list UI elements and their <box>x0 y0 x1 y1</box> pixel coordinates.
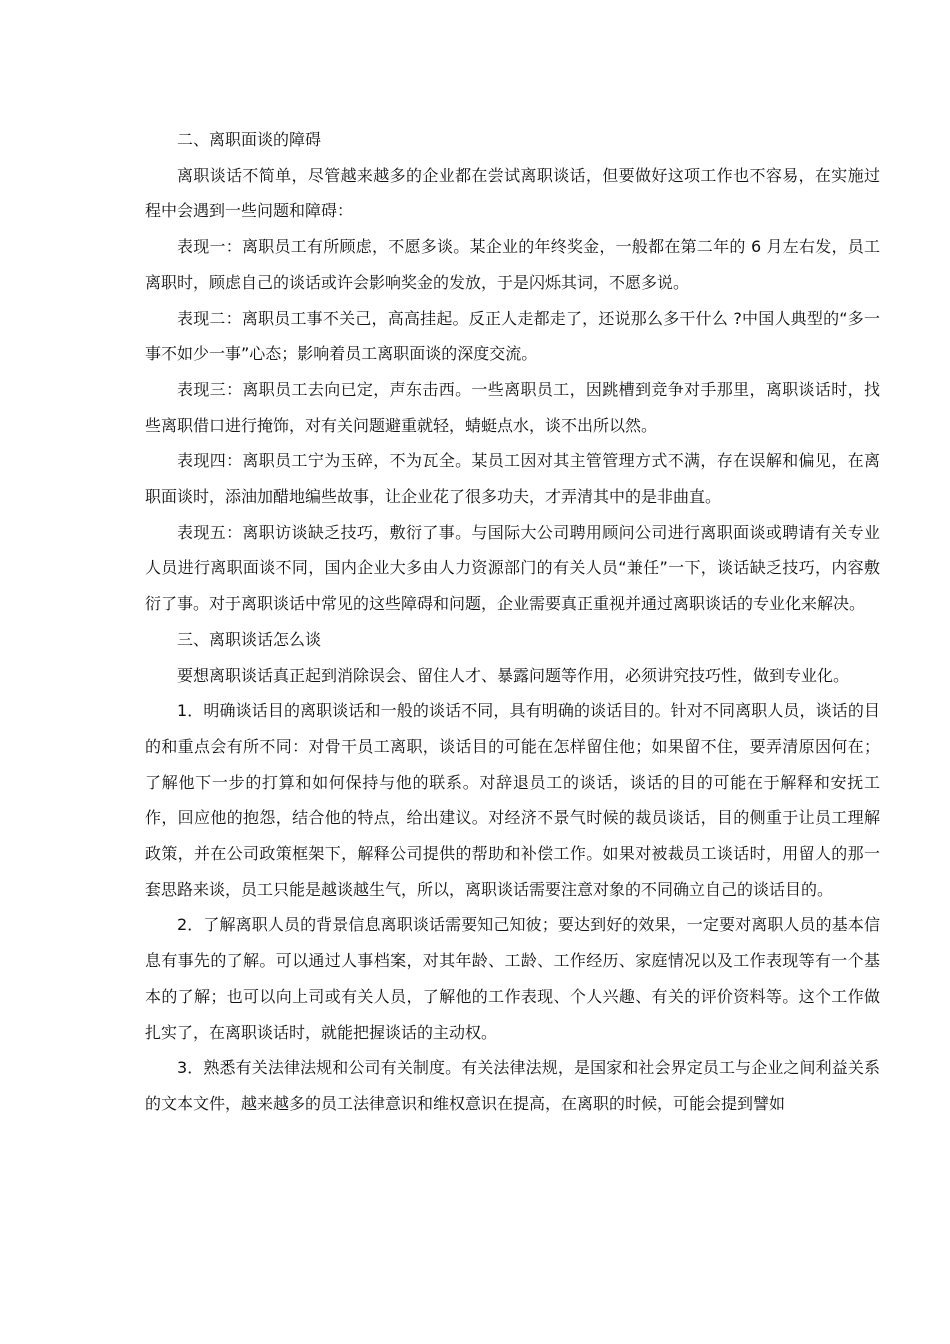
paragraph-manifestation-4: 表现四：离职员工宁为玉碎，不为瓦全。某员工因对其主管管理方式不满，存在误解和偏见，在离职面谈时，添油加醋地编些故事，让企业花了很多功夫，才弄清其中的是非曲直。 <box>145 451 880 507</box>
paragraph-manifestation-1: 表现一：离职员工有所顾虑，不愿多谈。某企业的年终奖金，一般都在第二年的 6 月左右发，员工离职时，顾虑自己的谈话或许会影响奖金的发放，于是闪烁其词，不愿多说。 <box>145 237 880 292</box>
paragraph-manifestation-5: 表现五：离职访谈缺乏技巧，敷衍了事。与国际大公司聘用顾问公司进行离职面谈或聘请有关专业人员进行离职面谈不同，国内企业大多由人力资源部门的有关人员“兼任”一下，谈话缺乏技巧，内容敷衍了事。对于离职谈话中常见的这些障碍和问题，企业需要真正重视并通过离职谈话的专业化来解决。 <box>145 522 880 614</box>
document-body <box>145 122 880 1122</box>
section-heading-how-to-talk: 三、离职谈话怎么谈 <box>177 629 322 649</box>
paragraph-point-2: 2．了解离职人员的背景信息离职谈话需要知己知彼；要达到好的效果，一定要对离职人员的基本信息有事先的了解。可以通过人事档案，对其年龄、工龄、工作经历、家庭情况以及工作表现等有一个基本的了解；也可以向上司或有关人员，了解他的工作表现、个人兴趣、有关的评价资料等。这个工作做扎实了，在离职谈话时，就能把握谈话的主动权。 <box>145 915 880 1042</box>
paragraph-how-intro: 要想离职谈话真正起到消除误会、留住人才、暴露问题等作用，必须讲究技巧性，做到专业化。 <box>177 665 850 685</box>
paragraph-intro: 离职谈话不简单，尽管越来越多的企业都在尝试离职谈话，但要做好这项工作也不容易，在实施过程中会遇到一些问题和障碍： <box>145 165 880 221</box>
paragraph-manifestation-2: 表现二：离职员工事不关己，高高挂起。反正人走都走了，还说那么多干什么 ?中国人典型的“多一事不如少一事”心态；影响着员工离职面谈的深度交流。 <box>145 308 880 364</box>
paragraph-point-1: 1．明确谈话目的离职谈话和一般的谈话不同，具有明确的谈话目的。针对不同离职人员，谈话的目的和重点会有所不同：对骨干员工离职，谈话目的可能在怎样留住他；如果留不住，要弄清原因何在；了解他下一步的打算和如何保持与他的联系。对辞退员工的谈话，谈话的目的可能在于解释和安抚工作，回应他的抱怨，结合他的特点，给出建议。对经济不景气时候的裁员谈话，目的侧重于让员工理解政策，并在公司政策框架下，解释公司提供的帮助和补偿工作。如果对被裁员工谈话时，用留人的那一套思路来谈，员工只能是越谈越生气，所以，离职谈话需要注意对象的不同确立自己的谈话目的。 <box>145 701 880 899</box>
paragraph-manifestation-3: 表现三：离职员工去向已定，声东击西。一些离职员工，因跳槽到竞争对手那里，离职谈话时，找些离职借口进行掩饰，对有关问题避重就轻，蜻蜓点水，谈不出所以然。 <box>145 379 880 435</box>
section-heading-obstacles: 二、离职面谈的障碍 <box>177 130 322 149</box>
paragraph-point-3: 3．熟悉有关法律法规和公司有关制度。有关法律法规，是国家和社会界定员工与企业之间利益关系的文本文件，越来越多的员工法律意识和维权意识在提高，在离职的时候，可能会提到譬如 <box>145 1058 880 1113</box>
